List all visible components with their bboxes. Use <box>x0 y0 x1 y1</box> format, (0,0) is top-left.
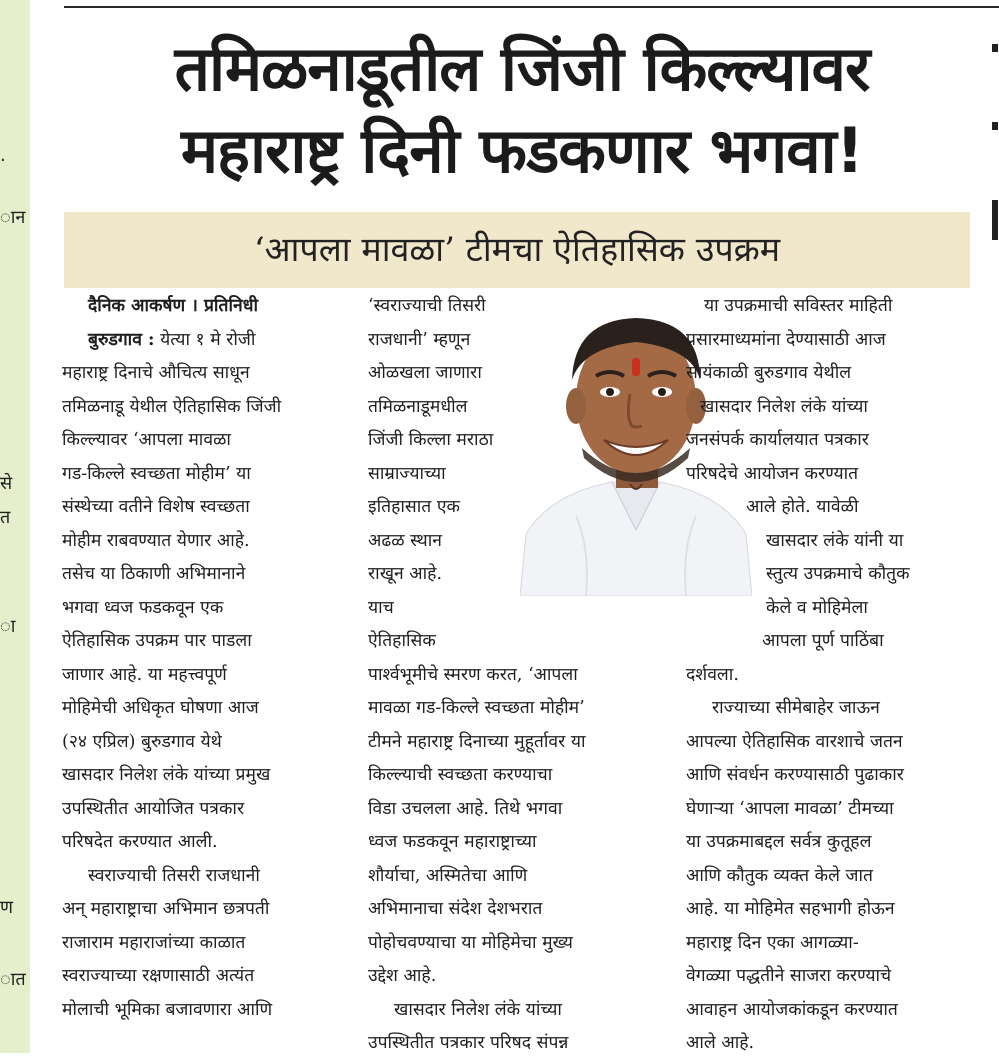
adjacent-article-edge <box>988 0 999 1053</box>
subheadline: ‘आपला मावळा’ टीमचा ऐतिहासिक उपक्रम <box>64 212 970 288</box>
paragraph-line: मोहिमेची अधिकृत घोषणा आज <box>62 698 259 718</box>
paragraph-line: आले होते. यावेळी <box>746 497 859 517</box>
paragraph-line: महाराष्ट्र दिनाचे औचित्य साधून <box>62 363 250 383</box>
paragraph-line: तसेच या ठिकाणी अभिमानाने <box>62 564 246 584</box>
paragraph-line: ओळखला जाणारा <box>368 363 482 383</box>
paragraph-line: आले आहे. <box>686 1033 755 1053</box>
paragraph-line: परिषदेचे आयोजन करण्यात <box>686 463 859 484</box>
paragraph-line: ऐतिहासिक <box>368 631 436 651</box>
paragraph-line: अभिमानाचा संदेश देशभरात <box>368 899 543 919</box>
paragraph-line: शौर्याचा, अस्मितेचा आणि <box>368 865 528 886</box>
paragraph-line: राज्याच्या सीमेबाहेर जाऊन <box>712 698 880 718</box>
narrow-text-block <box>368 290 548 659</box>
paragraph-line: जिंजी किल्ला मराठा <box>368 430 494 450</box>
adjacent-column-fragment: ात <box>0 969 26 990</box>
byline: दैनिक आकर्षण । प्रतिनिधी <box>88 296 258 316</box>
adjacent-article-mark <box>992 44 998 52</box>
paragraph-line: पोहोचवण्याचा या मोहिमेचा मुख्य <box>368 932 573 953</box>
dateline: बुरुडगाव : <box>88 329 155 350</box>
adjacent-column-fragment: ान <box>0 207 26 228</box>
paragraph-line: याच <box>368 597 394 618</box>
article-column-3 <box>686 290 976 1061</box>
paragraph-line: उपस्थितीत पत्रकार परिषद संपन्न <box>368 1033 569 1053</box>
adjacent-column-fragment: से <box>0 473 13 494</box>
adjacent-article-mark <box>992 200 998 240</box>
adjacent-article-mark <box>992 122 998 130</box>
paragraph-line: गड-किल्ले स्वच्छता मोहीम’ या <box>62 463 251 484</box>
paragraph-line: अन् महाराष्ट्राचा अभिमान छत्रपती <box>62 899 270 919</box>
paragraph-line: राखून आहे. <box>368 564 443 584</box>
paragraph-line: खासदार निलेश लंके यांच्या <box>700 396 868 417</box>
paragraph-line: स्वराज्याच्या रक्षणासाठी अत्यंत <box>62 966 255 986</box>
paragraph-line: आहे. या मोहिमेत सहभागी होऊन <box>686 899 895 919</box>
paragraph-line: राजधानी’ म्हणून <box>368 329 471 350</box>
paragraph-line: मावळा गड-किल्ले स्वच्छता मोहीम’ <box>368 698 585 718</box>
paragraph-line: तमिळनाडू येथील ऐतिहासिक जिंजी <box>62 396 282 417</box>
paragraph-line: तमिळनाडूमधील <box>368 396 468 417</box>
paragraph-line: विडा उचलला आहे. तिथे भगवा <box>368 798 563 819</box>
paragraph-line: प्रसारमाध्यमांना देण्यासाठी आज <box>686 329 886 350</box>
paragraph-line: साम्राज्याच्या <box>368 463 446 484</box>
paragraph-line: राजाराम महाराजांच्या काळात <box>62 932 246 953</box>
paragraph-line: केले व मोहिमेला <box>766 597 868 618</box>
paragraph-line: आपल्या ऐतिहासिक वारशाचे जतन <box>686 731 903 752</box>
paragraph-line: ध्वज फडकवून महाराष्ट्राच्या <box>368 832 537 852</box>
paragraph-line: आणि कौतुक व्यक्त केले जात <box>686 865 873 886</box>
paragraph-line: अढळ स्थान <box>368 530 442 551</box>
headline-line-2: महाराष्ट्र दिनी फडकणार भगवा! <box>180 114 863 187</box>
paragraph-line: ऐतिहासिक उपक्रम पार पाडला <box>62 631 252 651</box>
paragraph-line: घेणाऱ्या ‘आपला मावळा’ टीमच्या <box>686 798 894 819</box>
paragraph-line: किल्ल्याची स्वच्छता करण्याचा <box>368 765 553 785</box>
paragraph-line: मोहीम राबवण्यात येणार आहे. <box>62 530 250 551</box>
article-column-1 <box>62 290 350 1027</box>
paragraph-line: परिषदेत करण्यात आली. <box>62 832 218 852</box>
paragraph-line: खासदार लंके यांनी या <box>766 530 904 551</box>
adjacent-column-fragment: ण <box>0 897 14 918</box>
adjacent-column-fragment: ा <box>0 616 16 637</box>
paragraph-line: आवाहन आयोजकांकडून करण्यात <box>686 999 898 1020</box>
paragraph-line: स्वराज्याची तिसरी राजधानी <box>88 865 260 886</box>
paragraph-line: सायंकाळी बुरुडगाव येथील <box>686 363 852 383</box>
paragraph-line: टीमने महाराष्ट्र दिनाच्या मुहूर्तावर या <box>368 731 586 752</box>
paragraph-line: या उपक्रमाबद्दल सर्वत्र कुतूहल <box>686 832 872 852</box>
paragraph-line: वेगळ्या पद्धतीने साजरा करण्याचे <box>686 966 892 986</box>
headline <box>64 28 980 192</box>
paragraph-line: किल्ल्यावर ‘आपला मावळा <box>62 430 231 450</box>
paragraph-line: उपस्थितीत आयोजित पत्रकार <box>62 798 245 819</box>
headline-line-1: तमिळनाडूतील जिंजी किल्ल्यावर <box>174 32 870 105</box>
paragraph-line: आणि संवर्धन करण्यासाठी पुढाकार <box>686 765 904 785</box>
paragraph-line: ‘स्वराज्याची तिसरी <box>368 296 486 316</box>
adjacent-column-fragment: त <box>0 507 11 528</box>
paragraph-line: पार्श्वभूमीचे स्मरण करत, ‘आपला <box>368 664 578 685</box>
paragraph-line: स्तुत्य उपक्रमाचे कौतुक <box>766 564 910 584</box>
paragraph-line: या उपक्रमाची सविस्तर माहिती <box>704 296 893 316</box>
paragraph-line: इतिहासात एक <box>368 497 460 517</box>
paragraph-line: महाराष्ट्र दिन एका आगळ्या- <box>686 932 859 953</box>
paragraph-line: (२४ एप्रिल) बुरुडगाव येथे <box>62 731 222 752</box>
article-column-2 <box>368 290 668 1061</box>
paragraph-line: खासदार निलेश लंके यांच्या प्रमुख <box>62 765 271 785</box>
top-rule <box>64 6 999 8</box>
paragraph-line: आपला पूर्ण पाठिंबा <box>762 631 884 651</box>
paragraph-line: भगवा ध्वज फडकवून एक <box>62 597 224 618</box>
paragraph-line: संस्थेच्या वतीने विशेष स्वच्छता <box>62 497 250 517</box>
paragraph-line: दर्शवला. <box>686 664 739 685</box>
paragraph-line: बुरुडगाव : येत्या १ मे रोजी <box>88 329 256 350</box>
paragraph-line: खासदार निलेश लंके यांच्या <box>394 999 562 1020</box>
paragraph-line: उद्देश आहे. <box>368 966 437 986</box>
adjacent-column-fragment: . <box>0 145 6 166</box>
paragraph-line: मोलाची भूमिका बजावणारा आणि <box>62 999 273 1020</box>
paragraph-line: जाणार आहे. या महत्त्वपूर्ण <box>62 664 227 685</box>
paragraph-line: जनसंपर्क कार्यालयात पत्रकार <box>686 430 869 450</box>
